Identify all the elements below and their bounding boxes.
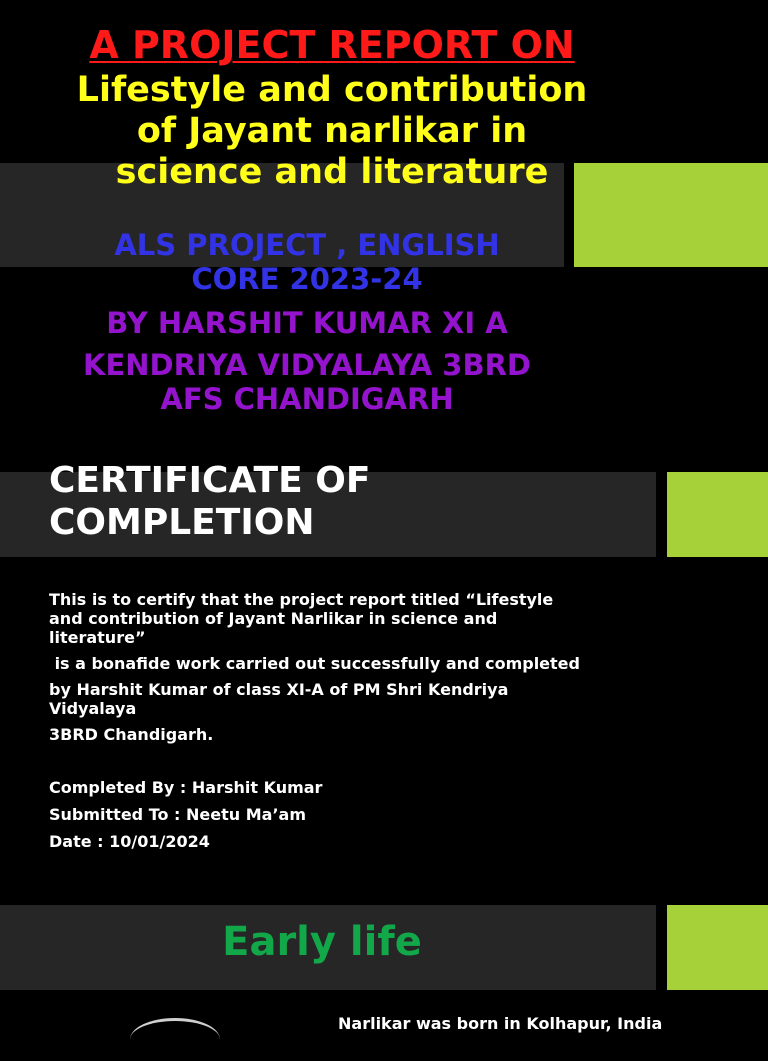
early-life-heading: Early life bbox=[222, 919, 422, 965]
certificate-statement-line: This is to certify that the project report titled “Lifestyle bbox=[49, 590, 554, 609]
early-life-text: Narlikar was born in Kolhapur, India bbox=[338, 1014, 663, 1033]
certificate-statement-line: by Harshit Kumar of class XI-A of PM Shri Kendriya bbox=[49, 680, 509, 699]
certificate-statement-line: 3BRD Chandigarh. bbox=[49, 725, 214, 744]
project-info-line: CORE 2023-24 bbox=[191, 262, 423, 296]
report-title-line: Lifestyle and contribution bbox=[76, 70, 588, 110]
report-heading: A PROJECT REPORT ON bbox=[89, 23, 575, 67]
submitted-to: Submitted To : Neetu Ma’am bbox=[49, 805, 306, 824]
emblem-image bbox=[130, 1018, 220, 1061]
certificate-statement-line: literature” bbox=[49, 628, 146, 647]
author-line: BY HARSHIT KUMAR XI A bbox=[106, 306, 508, 340]
certificate-statement-line: is a bonafide work carried out successfully and completed bbox=[49, 654, 580, 673]
school-name-line: AFS CHANDIGARH bbox=[160, 382, 454, 416]
certificate-statement-line: Vidyalaya bbox=[49, 699, 137, 718]
completion-date: Date : 10/01/2024 bbox=[49, 832, 210, 851]
report-title-line: of Jayant narlikar in bbox=[136, 111, 528, 151]
school-name bbox=[0, 348, 614, 416]
certificate-accent-block bbox=[667, 472, 768, 557]
early-life-accent-block bbox=[667, 905, 768, 990]
certificate-heading bbox=[49, 460, 609, 544]
project-info bbox=[0, 228, 614, 296]
completed-by: Completed By : Harshit Kumar bbox=[49, 778, 323, 797]
certificate-heading-line: CERTIFICATE OF bbox=[49, 460, 371, 501]
project-info-line: ALS PROJECT , ENGLISH bbox=[114, 228, 500, 262]
certificate-statement-line: and contribution of Jayant Narlikar in science and bbox=[49, 609, 498, 628]
report-title-line: science and literature bbox=[115, 152, 549, 192]
report-title bbox=[0, 70, 664, 193]
school-name-line: KENDRIYA VIDYALAYA 3BRD bbox=[83, 348, 531, 382]
certificate-heading-line: COMPLETION bbox=[49, 502, 315, 543]
certificate-statement bbox=[49, 590, 649, 744]
